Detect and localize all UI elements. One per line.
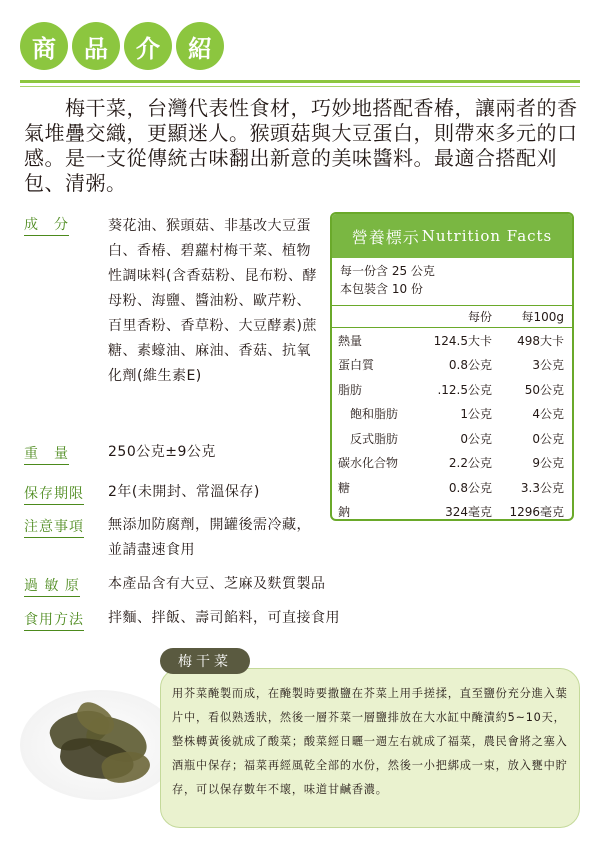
nutrient-name: 反式脂肪: [350, 431, 399, 446]
preserved-mustard-image: [20, 660, 170, 810]
cabbage-description: 用芥菜醃製而成，在醃製時要撒鹽在芥菜上用手搓揉，直至鹽份充分進入葉片中，看似熟透狀，然後一層芥菜一層鹽排放在大水缸中醃漬約5~10天，整株轉黃後就成了酸菜；酸菜經日曬一週左右就成了福菜，農民會將之塞入酒瓶中保存；福菜再經風乾全部的水份，然後一小把綁成一束，放入甕中貯存，可以保存數年不壞，味道甘鹹香濃。: [172, 687, 568, 796]
nutrient-per-100g: 498大卡: [517, 333, 564, 348]
product-intro: 梅干菜，台灣代表性食材，巧妙地搭配香椿，讓兩者的香氣堆疊交織，更顯迷人。猴頭菇與大豆蛋白，則帶來多元的口感。是一支從傳統古味翻出新意的美味醬料。最適合搭配刈包、清粥。: [24, 96, 578, 195]
shelf-life-value: 2年(未開封、常溫保存): [108, 484, 260, 500]
nutrition-title-zh: 營養標示: [351, 227, 420, 247]
nutrient-per-100g: 3公克: [532, 358, 564, 373]
nutrient-per-100g: 1296毫克: [509, 505, 564, 520]
page-header: [20, 22, 580, 90]
col-per-serving: 每份: [467, 310, 492, 324]
ingredients-value: 葵花油、猴頭菇、非基改大豆蛋白、香椿、碧蘿村梅干菜、植物性調味料(含香菇粉、昆布粉、酵母粉、海鹽、醬油粉、歐芹粉、百里香粉、香草粉、大豆酵素)蔗糖、素蠔油、麻油、香菇、抗氧化劑(維生素E): [108, 218, 317, 384]
nutrient-per-100g: 9公克: [532, 456, 564, 471]
notice-value: 無添加防腐劑，開罐後需冷藏，並請盡速食用: [108, 517, 311, 558]
allergen-label: 過 敏 原: [24, 575, 80, 597]
shelf-life-label: 保存期限: [24, 483, 84, 505]
nutrient-per-serving: 2.2公克: [448, 456, 492, 471]
title-char: 商: [20, 22, 68, 70]
nutrient-per-serving: 0.8公克: [448, 480, 492, 495]
usage-label: 食用方法: [24, 609, 84, 631]
nutrient-name: 碳水化合物: [338, 456, 399, 471]
nutrient-name: 脂肪: [338, 382, 363, 397]
nutrient-per-100g: 50公克: [524, 382, 564, 397]
nutrition-title: [332, 214, 572, 258]
nutrient-per-serving: 1公克: [460, 407, 492, 422]
nutrient-per-serving: 324毫克: [445, 505, 492, 520]
header-rule: [20, 80, 580, 83]
title-char: 介: [124, 22, 172, 70]
ingredients-label: 成 分: [24, 214, 69, 236]
usage-value: 拌麵、拌飯、壽司餡料，可直接食用: [108, 610, 340, 626]
nutrition-row: [332, 328, 572, 353]
nutrient-per-serving: 0公克: [460, 431, 492, 446]
nutrient-per-100g: 4公克: [532, 407, 564, 422]
nutrient-name: 糖: [338, 480, 351, 495]
nutrient-per-serving: 124.5大卡: [433, 333, 492, 348]
nutrient-per-serving: .12.5公克: [437, 382, 492, 397]
header-rule-thin: [20, 86, 580, 87]
title-char: 品: [72, 22, 120, 70]
nutrition-row: [332, 475, 572, 500]
nutrient-name: 熱量: [338, 333, 363, 348]
servings-per-pack: 本包裝含 10 份: [340, 282, 423, 296]
nutrition-header-row: [332, 306, 572, 328]
nutrient-per-100g: 0公克: [532, 431, 564, 446]
nutrition-row: [332, 402, 572, 427]
nutrient-name: 蛋白質: [338, 358, 375, 373]
nutrient-per-serving: 0.8公克: [448, 358, 492, 373]
nutrition-serving-info: [332, 258, 572, 306]
nutrient-per-100g: 3.3公克: [520, 480, 564, 495]
allergen-value: 本產品含有大豆、芝麻及麩質製品: [108, 576, 326, 592]
weight-label: 重 量: [24, 443, 69, 465]
nutrition-rows: [332, 328, 572, 521]
nutrition-row: [332, 377, 572, 402]
nutrition-row: [332, 500, 572, 522]
serving-size: 每一份含 25 公克: [340, 264, 435, 278]
nutrition-row: [332, 426, 572, 451]
nutrient-name: 鈉: [338, 505, 351, 520]
cabbage-tab: 梅干菜: [160, 648, 250, 674]
nutrient-name: 飽和脂肪: [350, 407, 399, 422]
col-per-100g: 每100g: [521, 310, 564, 324]
nutrition-title-en: Nutrition Facts: [421, 227, 553, 245]
nutrition-row: [332, 451, 572, 476]
notice-label: 注意事項: [24, 516, 84, 538]
nutrition-row: [332, 353, 572, 378]
title-char: 紹: [176, 22, 224, 70]
title-tiles: [20, 22, 224, 70]
weight-value: 250公克±9公克: [108, 444, 216, 460]
nutrition-facts-table: [330, 212, 574, 521]
